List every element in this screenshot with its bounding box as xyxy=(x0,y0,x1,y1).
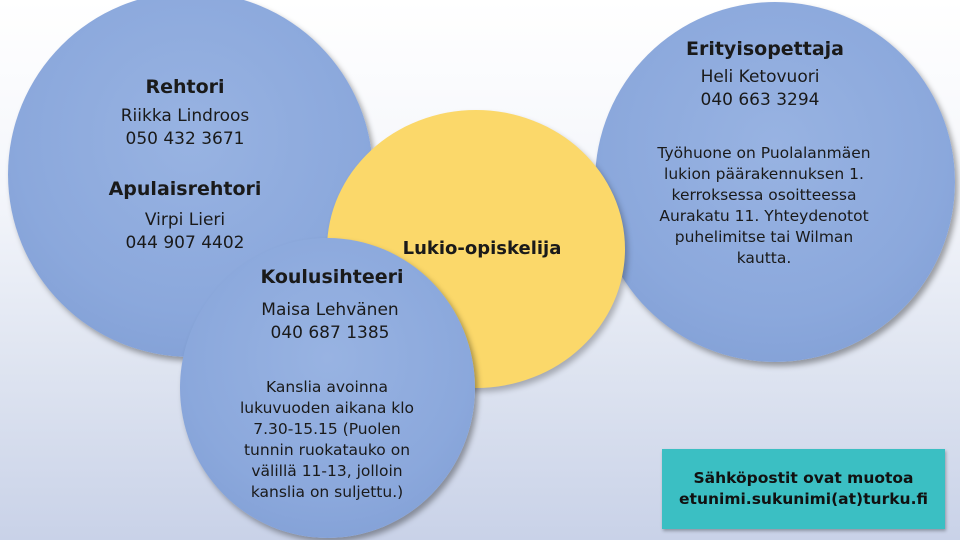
secretary-phone: 040 687 1385 xyxy=(270,323,390,343)
principal-contact xyxy=(85,105,285,151)
vice-principal-phone: 044 907 4402 xyxy=(125,233,245,253)
secretary-name: Maisa Lehvänen xyxy=(261,300,399,320)
principal-title: Rehtori xyxy=(145,76,225,98)
email-note-line1: Sähköpostit ovat muotoa xyxy=(693,469,914,487)
special-teacher-office-info: Työhuone on Puolalanmäen lukion päärakennuksen 1. kerroksessa osoitteessa Aurakatu 11. Yhteydenotot puhelimitse tai Wilman kautta. xyxy=(657,144,871,267)
vice-principal-contact xyxy=(85,209,285,255)
special-teacher-phone: 040 663 3294 xyxy=(700,90,820,110)
secretary-title: Koulusihteeri xyxy=(260,266,404,288)
secretary-contact xyxy=(230,299,430,345)
special-teacher-name: Heli Ketovuori xyxy=(700,67,820,87)
email-note-line2: etunimi.sukunimi(at)turku.fi xyxy=(679,490,928,508)
principal-phone: 050 432 3671 xyxy=(125,129,245,149)
secretary-office-hours: Kanslia avoinna lukuvuoden aikana klo 7.30-15.15 (Puolen tunnin ruokatauko on välillä 11-13, jolloin kanslia on suljettu.) xyxy=(239,378,415,501)
principal-name: Riikka Lindroos xyxy=(120,106,250,126)
special-teacher-title: Erityisopettaja xyxy=(685,38,844,60)
email-format-note xyxy=(662,449,945,529)
student-label: Lukio-opiskelija xyxy=(402,238,562,259)
vice-principal-title: Apulaisrehtori xyxy=(108,178,262,200)
special-teacher-contact xyxy=(660,66,860,112)
vice-principal-name: Virpi Lieri xyxy=(144,210,226,230)
